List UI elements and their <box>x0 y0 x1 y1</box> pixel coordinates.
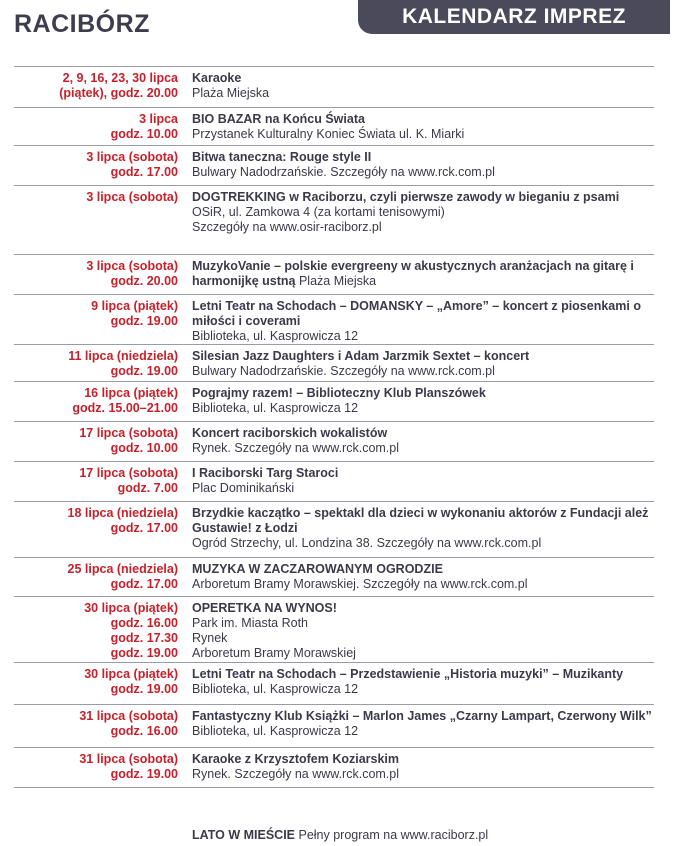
event-row <box>14 108 654 146</box>
event-row <box>14 186 654 255</box>
footer-text: Pełny program na www.raciborz.pl <box>295 828 489 842</box>
event-title-line <box>192 190 654 205</box>
event-date <box>14 558 178 596</box>
event-date-line: 30 lipca (piątek) <box>84 667 178 681</box>
event-title-line <box>192 150 654 165</box>
event-venue: Bulwary Nadodrzańskie. Szczegóły na www.rck.com.pl <box>192 165 495 179</box>
event-date <box>14 748 178 787</box>
event-content <box>178 558 654 596</box>
event-venue: Biblioteka, ul. Kasprowicza 12 <box>192 401 359 415</box>
event-venue-inline: Biblioteka, ul. Kasprowicza 12 <box>192 682 359 696</box>
event-date-line: 2, 9, 16, 23, 30 lipca <box>62 71 178 85</box>
event-row <box>14 502 654 558</box>
event-title-line <box>192 562 654 577</box>
event-date-line: godz. 17.00 <box>110 521 178 535</box>
event-title: OPERETKA NA WYNOS! <box>192 601 337 615</box>
event-venue: Plaża Miejska <box>192 86 270 100</box>
event-date-line: godz. 16.00 <box>110 724 178 738</box>
event-date <box>14 255 178 294</box>
event-row <box>14 558 654 597</box>
event-date-line: 31 lipca (sobota) <box>79 709 178 723</box>
event-title: BIO BAZAR na Końcu Świata <box>192 112 365 126</box>
event-title-line <box>192 667 654 697</box>
event-venue: Szczegóły na www.osir-raciborz.pl <box>192 220 382 234</box>
event-date-line: godz. 7.00 <box>117 481 178 495</box>
event-title-line <box>192 601 654 616</box>
event-date-line: godz. 15.00–21.00 <box>72 401 178 415</box>
event-venue: Arboretum Bramy Morawskiej <box>192 646 356 660</box>
event-content <box>178 295 654 344</box>
event-title-line <box>192 386 654 401</box>
event-title: Karaoke z Krzysztofem Koziarskim <box>192 752 400 766</box>
event-row <box>14 748 654 788</box>
event-content <box>178 67 654 107</box>
event-content <box>178 146 654 185</box>
event-date-line: 18 lipca (niedziela) <box>67 506 178 520</box>
event-date <box>14 345 178 381</box>
event-date-line: godz. 19.00 <box>110 767 178 781</box>
event-date-line: godz. 17.00 <box>110 165 178 179</box>
event-venue: Arboretum Bramy Morawskiej. Szczegóły na www.rck.com.pl <box>192 577 528 591</box>
event-content <box>178 748 654 787</box>
event-list <box>14 66 654 788</box>
event-title-line <box>192 299 654 329</box>
event-date-line: 16 lipca (piątek) <box>84 386 178 400</box>
event-venue: Rynek <box>192 631 228 645</box>
event-content <box>178 345 654 381</box>
event-title: Fantastyczny Klub Książki – Marlon James „Czarny Lampart, Czerwony Wilk” <box>192 709 652 723</box>
event-content <box>178 462 654 501</box>
event-venue: Rynek. Szczegóły na www.rck.com.pl <box>192 441 400 455</box>
event-title: Bitwa taneczna: Rouge style II <box>192 150 372 164</box>
event-date-line: godz. 19.00 <box>110 314 178 328</box>
event-date <box>14 186 178 254</box>
event-row <box>14 597 654 663</box>
event-title-line <box>192 709 654 739</box>
event-title: DOGTREKKING w Raciborzu, czyli pierwsze zawody w bieganiu z psami <box>192 190 620 204</box>
footer-note <box>192 828 488 842</box>
event-date-line: 31 lipca (sobota) <box>79 752 178 766</box>
event-date <box>14 502 178 557</box>
event-date-line: godz. 10.00 <box>110 127 178 141</box>
event-date <box>14 67 178 107</box>
event-title: Karaoke <box>192 71 242 85</box>
event-row <box>14 663 654 705</box>
event-date <box>14 108 178 145</box>
event-title: Brzydkie kaczątko – spektakl dla dzieci w wykonaniu aktorów z Fundacji ależ Gustawie! z Łodzi <box>192 506 649 535</box>
event-title-line <box>192 112 654 127</box>
event-content <box>178 422 654 461</box>
event-venue: OSiR, ul. Zamkowa 4 (za kortami tenisowymi) <box>192 205 445 219</box>
event-date-line: 3 lipca (sobota) <box>86 190 178 204</box>
event-date-line: godz. 19.00 <box>110 646 178 660</box>
event-date-line: godz. 17.00 <box>110 577 178 591</box>
event-row <box>14 422 654 462</box>
event-content <box>178 663 654 704</box>
city-title: RACIBÓRZ <box>14 10 150 38</box>
event-title: Letni Teatr na Schodach – Przedstawienie „Historia muzyki” – Muzikanty <box>192 667 624 681</box>
event-row <box>14 66 654 108</box>
event-date-line: 3 lipca <box>139 112 178 126</box>
event-title-line <box>192 71 654 86</box>
event-title: I Raciborski Targ Staroci <box>192 466 339 480</box>
event-date <box>14 146 178 185</box>
event-title-line <box>192 349 654 364</box>
event-content <box>178 705 654 747</box>
event-content <box>178 255 654 294</box>
event-venue: Bulwary Nadodrzańskie. Szczegóły na www.rck.com.pl <box>192 364 495 378</box>
event-date <box>14 422 178 461</box>
event-venue: Plac Dominikański <box>192 481 295 495</box>
event-date-line: 17 lipca (sobota) <box>79 426 178 440</box>
event-row <box>14 255 654 295</box>
calendar-banner: KALENDARZ IMPREZ <box>358 0 670 34</box>
event-content <box>178 382 654 421</box>
event-title: MuzykoVanie – polskie evergreeny w akustycznych aranżacjach na gitarę i harmonijkę ustną <box>192 259 634 288</box>
event-row <box>14 146 654 186</box>
event-date <box>14 462 178 501</box>
event-title-line <box>192 506 654 536</box>
event-date-line: 9 lipca (piątek) <box>91 299 178 313</box>
event-row <box>14 382 654 422</box>
event-title: MUZYKA W ZACZAROWANYM OGRODZIE <box>192 562 443 576</box>
event-date-line: godz. 17.30 <box>110 631 178 645</box>
event-title-line <box>192 426 654 441</box>
event-title: Koncert raciborskich wokalistów <box>192 426 388 440</box>
event-date-line: godz. 19.00 <box>110 364 178 378</box>
event-date-line: godz. 10.00 <box>110 441 178 455</box>
event-date-line: 11 lipca (niedziela) <box>68 349 178 363</box>
event-date-line: godz. 16.00 <box>110 616 178 630</box>
event-date <box>14 663 178 704</box>
event-row <box>14 295 654 345</box>
event-content <box>178 502 654 557</box>
event-title-line <box>192 752 654 767</box>
event-venue: Ogród Strzechy, ul. Londzina 38. Szczegóły na www.rck.com.pl <box>192 536 542 550</box>
event-date <box>14 382 178 421</box>
event-date-line: godz. 20.00 <box>110 274 178 288</box>
event-title-line <box>192 466 654 481</box>
event-content <box>178 597 654 662</box>
event-date-line: 25 lipca (niedziela) <box>67 562 178 576</box>
event-title-line <box>192 259 654 289</box>
event-venue: Park im. Miasta Roth <box>192 616 309 630</box>
event-title: Pograjmy razem! – Biblioteczny Klub Planszówek <box>192 386 486 400</box>
event-date-line: (piątek), godz. 20.00 <box>59 86 178 100</box>
event-content <box>178 186 654 254</box>
event-date-line: 30 lipca (piątek) <box>84 601 178 615</box>
event-date-line: godz. 19.00 <box>110 682 178 696</box>
footer-label: LATO W MIEŚCIE <box>192 828 296 842</box>
event-title: Letni Teatr na Schodach – DOMANSKY – „Amore” – koncert z piosenkami o miłości i coverami <box>192 299 641 328</box>
event-venue-inline: Biblioteka, ul. Kasprowicza 12 <box>192 724 359 738</box>
event-date-line: 3 lipca (sobota) <box>86 150 178 164</box>
event-row <box>14 705 654 748</box>
event-venue: Biblioteka, ul. Kasprowicza 12 <box>192 329 359 343</box>
event-date-line: 3 lipca (sobota) <box>86 259 178 273</box>
event-content <box>178 108 654 145</box>
event-title: Silesian Jazz Daughters i Adam Jarzmik Sextet – koncert <box>192 349 530 363</box>
event-venue: Przystanek Kulturalny Koniec Świata ul. K. Miarki <box>192 127 465 141</box>
event-venue: Rynek. Szczegóły na www.rck.com.pl <box>192 767 400 781</box>
event-row <box>14 462 654 502</box>
event-date <box>14 597 178 662</box>
event-date-line: 17 lipca (sobota) <box>79 466 178 480</box>
event-date <box>14 295 178 344</box>
event-venue-inline: Plaża Miejska <box>295 274 377 288</box>
event-row <box>14 345 654 382</box>
event-date <box>14 705 178 747</box>
